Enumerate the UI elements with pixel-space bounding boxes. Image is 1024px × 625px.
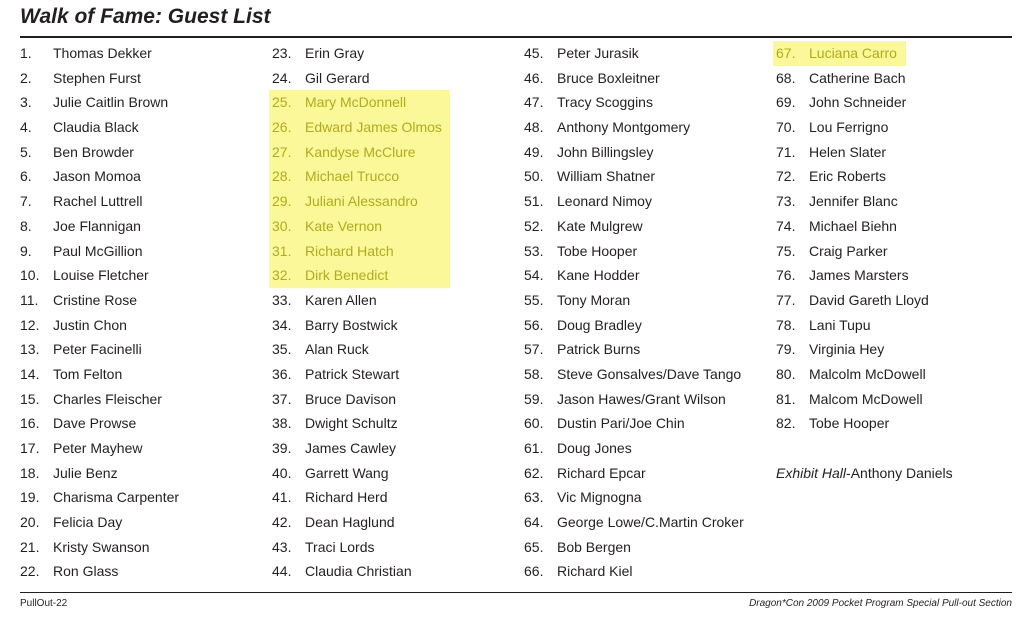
guest-list-item: [20, 337, 260, 362]
guest-list-item: [20, 362, 260, 387]
guest-name: Karen Allen: [305, 291, 377, 308]
guest-number: 5.: [20, 143, 32, 160]
footer-publication: Dragon*Con 2009 Pocket Program Special Pull-out Section: [749, 598, 1012, 609]
guest-number: 30.: [272, 217, 292, 234]
guest-name: Catherine Bach: [809, 69, 906, 86]
guest-name: Richard Herd: [305, 489, 388, 506]
guest-name: Dean Haglund: [305, 514, 395, 531]
guest-list-item: [272, 461, 512, 486]
guest-name: Justin Chon: [53, 316, 127, 333]
guest-list-item: [20, 90, 260, 115]
guest-name: Rachel Luttrell: [53, 193, 143, 210]
guest-number: 39.: [272, 440, 292, 456]
guest-name: Craig Parker: [809, 242, 888, 259]
guest-name: Helen Slater: [809, 143, 887, 160]
guest-name: Mary McDonnell: [305, 94, 407, 111]
exhibit-hall-label: Exhibit Hall: [776, 464, 847, 481]
guest-name: Juliani Alessandro: [305, 193, 418, 210]
guest-name: Luciana Carro: [809, 45, 897, 61]
guest-number: 6.: [20, 168, 32, 185]
guest-name: Claudia Black: [53, 119, 139, 136]
guest-list-item: [272, 510, 512, 535]
bottom-rule: [20, 592, 1012, 593]
guest-list-item: [524, 461, 764, 486]
guest-list-item: [272, 485, 512, 510]
guest-name: Stephen Furst: [53, 69, 141, 86]
guest-name: Dwight Schultz: [305, 415, 398, 432]
top-rule: [20, 36, 1012, 38]
guest-name: Dirk Benedict: [305, 267, 389, 284]
guest-list-item: [20, 535, 260, 560]
guest-number: 81.: [776, 390, 796, 407]
guest-number: 2.: [20, 69, 32, 86]
guest-number: 56.: [524, 316, 544, 333]
guest-number: 14.: [20, 365, 40, 382]
guest-name: Charles Fleischer: [53, 390, 162, 407]
guest-list-item: [20, 461, 260, 486]
guest-list-item: [272, 288, 512, 313]
guest-number: 77.: [776, 291, 796, 308]
guest-list-item: [272, 436, 512, 461]
guest-number: 46.: [524, 69, 544, 86]
guest-list-item: [776, 362, 1016, 387]
guest-list-item: [272, 535, 512, 560]
guest-number: 69.: [776, 94, 796, 111]
guest-number: 58.: [524, 365, 544, 382]
guest-list-item: [524, 164, 764, 189]
guest-list-item: [776, 288, 1016, 313]
guest-number: 21.: [20, 538, 40, 555]
guest-list-item: [776, 66, 1016, 91]
guest-number: 55.: [524, 291, 544, 308]
guest-list-item: [776, 239, 1016, 264]
guest-number: 42.: [272, 514, 292, 531]
guest-list-item: [776, 189, 1016, 214]
guest-list-item: [524, 214, 764, 239]
guest-number: 78.: [776, 316, 796, 333]
guest-number: 49.: [524, 143, 544, 160]
guest-number: 15.: [20, 390, 40, 407]
guest-list-item: [776, 337, 1016, 362]
guest-name: Vic Mignogna: [557, 489, 642, 506]
guest-list-item: [776, 263, 1016, 288]
guest-name: William Shatner: [557, 168, 656, 185]
guest-name: Julie Caitlin Brown: [53, 94, 169, 111]
guest-name: Virginia Hey: [809, 341, 885, 358]
guest-number: 63.: [524, 489, 544, 506]
guest-number: 74.: [776, 217, 796, 234]
guest-name: Edward James Olmos: [305, 119, 442, 136]
guest-number: 11.: [20, 291, 39, 308]
guest-number: 8.: [20, 217, 32, 234]
guest-list-item: [20, 239, 260, 264]
guest-name: Leonard Nimoy: [557, 193, 652, 210]
guest-column-4: [776, 41, 1016, 485]
guest-list-item: [776, 90, 1016, 115]
guest-name: Kate Vernon: [305, 217, 383, 234]
guest-name: John Schneider: [809, 94, 907, 111]
guest-name: Tom Felton: [53, 365, 123, 382]
guest-number: 79.: [776, 341, 796, 358]
guest-number: 61.: [524, 440, 544, 456]
guest-number: 13.: [20, 341, 40, 358]
guest-name: Anthony Montgomery: [557, 119, 691, 136]
guest-name: Felicia Day: [53, 514, 123, 531]
guest-number: 19.: [20, 489, 40, 506]
guest-number: 16.: [20, 415, 40, 432]
guest-list-item: [272, 411, 512, 436]
guest-name: Bruce Davison: [305, 390, 397, 407]
guest-name: Richard Kiel: [557, 563, 633, 580]
guest-number: 50.: [524, 168, 544, 185]
guest-name: James Marsters: [809, 267, 909, 284]
guest-number: 29.: [272, 193, 292, 210]
guest-number: 54.: [524, 267, 544, 284]
footer-page-label: PullOut-22: [20, 598, 68, 609]
guest-name: Bob Bergen: [557, 538, 631, 555]
guest-column-2: [272, 41, 512, 584]
guest-name: Patrick Burns: [557, 341, 641, 358]
guest-list-item: [524, 263, 764, 288]
guest-name: Charisma Carpenter: [53, 489, 180, 506]
guest-name: Richard Epcar: [557, 464, 646, 481]
guest-list-item: [20, 288, 260, 313]
guest-name: Claudia Christian: [305, 563, 412, 580]
guest-number: 31.: [272, 242, 292, 259]
guest-name: George Lowe/C.Martin Croker: [557, 514, 744, 531]
guest-name: Alan Ruck: [305, 341, 369, 358]
guest-number: 76.: [776, 267, 796, 284]
guest-name: Dave Prowse: [53, 415, 137, 432]
guest-name: Dustin Pari/Joe Chin: [557, 415, 685, 432]
guest-name: Malcom McDowell: [809, 390, 923, 407]
guest-name: Lou Ferrigno: [809, 119, 889, 136]
guest-list-item: [272, 66, 512, 91]
guest-number: 62.: [524, 464, 544, 481]
guest-list-item: [20, 115, 260, 140]
guest-number: 57.: [524, 341, 544, 358]
guest-name: Peter Jurasik: [557, 45, 639, 61]
guest-list-item: [20, 559, 260, 584]
guest-list-item: [272, 313, 512, 338]
guest-list-item: [20, 164, 260, 189]
guest-name: Cristine Rose: [53, 291, 138, 308]
guest-list-item: [20, 436, 260, 461]
guest-list-item: [776, 214, 1016, 239]
guest-list-item: [20, 66, 260, 91]
guest-list-item: [269, 140, 450, 165]
guest-name: Jason Momoa: [53, 168, 141, 185]
guest-list-item: [269, 90, 450, 115]
guest-number: 64.: [524, 514, 544, 531]
guest-name: Thomas Dekker: [53, 45, 152, 61]
guest-name: Richard Hatch: [305, 242, 394, 259]
guest-number: 4.: [20, 119, 32, 136]
guest-number: 45.: [524, 45, 544, 61]
guest-name: Barry Bostwick: [305, 316, 398, 333]
guest-name: Steve Gonsalves/Dave Tango: [557, 365, 742, 382]
page-title: Walk of Fame: Guest List: [20, 5, 271, 28]
guest-number: 20.: [20, 514, 40, 531]
guest-list-item: [272, 362, 512, 387]
guest-name: Ben Browder: [53, 143, 134, 160]
guest-name: Bruce Boxleitner: [557, 69, 660, 86]
guest-list-item: [776, 313, 1016, 338]
guest-name: Lani Tupu: [809, 316, 871, 333]
guest-name: Doug Jones: [557, 440, 632, 456]
guest-list-item: [524, 559, 764, 584]
guest-list-item: [776, 140, 1016, 165]
guest-name: Tobe Hooper: [557, 242, 638, 259]
guest-list-item: [524, 115, 764, 140]
guest-name: Tracy Scoggins: [557, 94, 653, 111]
guest-name: Tony Moran: [557, 291, 631, 308]
guest-number: 68.: [776, 69, 796, 86]
guest-name: Jason Hawes/Grant Wilson: [557, 390, 726, 407]
guest-number: 66.: [524, 563, 544, 580]
guest-name: Kane Hodder: [557, 267, 640, 284]
guest-name: John Billingsley: [557, 143, 654, 160]
guest-name: Erin Gray: [305, 45, 365, 61]
guest-name: Gil Gerard: [305, 69, 370, 86]
guest-list-item: [524, 535, 764, 560]
guest-number: 32.: [272, 267, 292, 284]
guest-number: 70.: [776, 119, 796, 136]
guest-number: 59.: [524, 390, 544, 407]
guest-number: 22.: [20, 563, 40, 580]
guest-list-item: [269, 189, 450, 214]
guest-column-1: [20, 41, 260, 584]
guest-list-item: [524, 90, 764, 115]
guest-number: 35.: [272, 341, 292, 358]
guest-name: Peter Mayhew: [53, 440, 143, 456]
guest-list-item: [524, 140, 764, 165]
exhibit-hall-guest: -Anthony Daniels: [846, 464, 953, 481]
guest-list-item: [20, 263, 260, 288]
exhibit-hall-note: [776, 461, 1016, 486]
guest-list-item: [524, 362, 764, 387]
guest-number: 28.: [272, 168, 292, 185]
guest-list-item: [272, 387, 512, 412]
guest-list-item: [776, 411, 1016, 436]
guest-name: Malcolm McDowell: [809, 365, 926, 382]
guest-name: Eric Roberts: [809, 168, 887, 185]
guest-list-item: [20, 313, 260, 338]
guest-name: Garrett Wang: [305, 464, 389, 481]
guest-name: Michael Trucco: [305, 168, 400, 185]
guest-list-item: [269, 263, 450, 288]
guest-number: 82.: [776, 415, 796, 432]
guest-number: 80.: [776, 365, 796, 382]
guest-list-item: [524, 66, 764, 91]
guest-number: 41.: [272, 489, 292, 506]
guest-number: 9.: [20, 242, 32, 259]
guest-number: 3.: [20, 94, 32, 111]
guest-number: 44.: [272, 563, 292, 580]
guest-number: 73.: [776, 193, 796, 210]
guest-number: 40.: [272, 464, 292, 481]
guest-list-item: [773, 41, 906, 66]
guest-list-item: [524, 436, 764, 461]
guest-number: 25.: [272, 94, 292, 111]
guest-name: Doug Bradley: [557, 316, 642, 333]
guest-number: 26.: [272, 119, 292, 136]
guest-list-item: [269, 214, 450, 239]
guest-list-item: [524, 510, 764, 535]
guest-name: Kandyse McClure: [305, 143, 416, 160]
guest-number: 24.: [272, 69, 292, 86]
guest-list-item: [776, 164, 1016, 189]
guest-number: 53.: [524, 242, 544, 259]
guest-number: 72.: [776, 168, 796, 185]
guest-list-item: [269, 239, 450, 264]
guest-name: Michael Biehn: [809, 217, 897, 234]
guest-number: 36.: [272, 365, 292, 382]
guest-number: 27.: [272, 143, 292, 160]
guest-number: 18.: [20, 464, 40, 481]
guest-name: Jennifer Blanc: [809, 193, 898, 210]
guest-list-item: [20, 485, 260, 510]
guest-number: 12.: [20, 316, 40, 333]
guest-number: 48.: [524, 119, 544, 136]
guest-number: 10.: [20, 267, 40, 284]
guest-name: Joe Flannigan: [53, 217, 141, 234]
guest-number: 17.: [20, 440, 40, 456]
guest-number: 52.: [524, 217, 544, 234]
guest-list-item: [272, 559, 512, 584]
guest-list-item: [20, 387, 260, 412]
guest-number: 23.: [272, 45, 292, 61]
guest-list-item: [776, 387, 1016, 412]
guest-number: 43.: [272, 538, 292, 555]
guest-number: 47.: [524, 94, 544, 111]
guest-number: 60.: [524, 415, 544, 432]
guest-number: 34.: [272, 316, 292, 333]
guest-list-item: [524, 387, 764, 412]
guest-number: 65.: [524, 538, 544, 555]
guest-list-item: [20, 41, 260, 66]
guest-name: Ron Glass: [53, 563, 119, 580]
guest-name: Julie Benz: [53, 464, 118, 481]
guest-number: 33.: [272, 291, 292, 308]
guest-name: Tobe Hooper: [809, 415, 890, 432]
guest-name: Paul McGillion: [53, 242, 143, 259]
guest-name: Patrick Stewart: [305, 365, 400, 382]
guest-number: 7.: [20, 193, 32, 210]
guest-list-item: [269, 115, 450, 140]
guest-list-item: [20, 214, 260, 239]
guest-name: James Cawley: [305, 440, 397, 456]
guest-list-item: [269, 164, 450, 189]
guest-number: 38.: [272, 415, 292, 432]
guest-name: Traci Lords: [305, 538, 375, 555]
guest-list-item: [524, 41, 764, 66]
guest-name: Kristy Swanson: [53, 538, 150, 555]
guest-list-item: [776, 115, 1016, 140]
guest-number: 71.: [776, 143, 796, 160]
guest-list-item: [20, 510, 260, 535]
guest-name: Peter Facinelli: [53, 341, 142, 358]
guest-list-item: [524, 485, 764, 510]
guest-number: 67.: [776, 45, 796, 61]
guest-list-item: [272, 41, 512, 66]
guest-number: 1.: [20, 45, 32, 61]
guest-list-item: [524, 411, 764, 436]
guest-list-item: [20, 189, 260, 214]
guest-list-item: [20, 140, 260, 165]
guest-list-item: [524, 313, 764, 338]
guest-list-item: [524, 189, 764, 214]
guest-name: Kate Mulgrew: [557, 217, 643, 234]
guest-number: 51.: [524, 193, 544, 210]
guest-list-item: [524, 337, 764, 362]
guest-column-3: [524, 41, 764, 584]
guest-list-item: [20, 411, 260, 436]
guest-name: David Gareth Lloyd: [809, 291, 929, 308]
guest-list-item: [272, 337, 512, 362]
guest-number: 37.: [272, 390, 292, 407]
guest-name: Louise Fletcher: [53, 267, 149, 284]
guest-list-item: [524, 239, 764, 264]
guest-list-item: [524, 288, 764, 313]
guest-number: 75.: [776, 242, 796, 259]
